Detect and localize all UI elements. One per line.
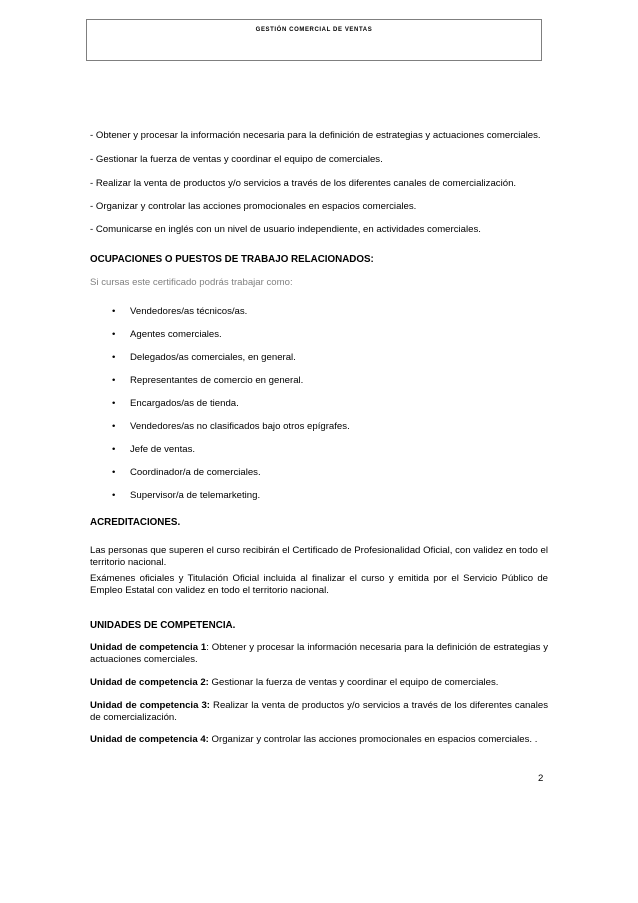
- bullet-icon: •: [112, 467, 116, 478]
- list-item: Supervisor/a de telemarketing.: [130, 490, 261, 501]
- page-header: [86, 19, 542, 61]
- bullet-icon: •: [112, 490, 116, 501]
- unit-label: Unidad de competencia 3:: [90, 700, 210, 711]
- list-item: Coordinador/a de comerciales.: [130, 467, 261, 478]
- objective-line: - Gestionar la fuerza de ventas y coordinar el equipo de comerciales.: [90, 154, 383, 165]
- bullet-icon: •: [112, 306, 116, 317]
- header-title: GESTIÓN COMERCIAL DE VENTAS: [255, 27, 373, 33]
- unit-text: Realizar la venta de productos y/o servicios a través de los diferentes canales de comercialización.: [90, 700, 548, 723]
- competency-unit: [90, 677, 548, 689]
- bullet-icon: •: [112, 329, 116, 340]
- list-item: Vendedores/as técnicos/as.: [130, 306, 248, 317]
- competencies-heading: UNIDADES DE COMPETENCIA.: [90, 620, 236, 631]
- bullet-icon: •: [112, 352, 116, 363]
- objective-line: - Realizar la venta de productos y/o servicios a través de los diferentes canales de comercialización.: [90, 178, 517, 189]
- list-item: Representantes de comercio en general.: [130, 375, 304, 386]
- list-item: Agentes comerciales.: [130, 329, 222, 340]
- competency-unit: [90, 642, 548, 666]
- occupations-heading: OCUPACIONES O PUESTOS DE TRABAJO RELACIONADOS:: [90, 254, 374, 265]
- bullet-icon: •: [112, 375, 116, 386]
- unit-text: Gestionar la fuerza de ventas y coordinar el equipo de comerciales.: [208, 677, 499, 688]
- bullet-icon: •: [112, 421, 116, 432]
- list-item: Vendedores/as no clasificados bajo otros epígrafes.: [130, 421, 350, 432]
- accreditations-paragraph: Exámenes oficiales y Titulación Oficial incluida al finalizar el curso y emitida por el Servicio Público de Empleo Estatal con validez en todo el territorio nacional.: [90, 573, 548, 596]
- occupations-intro: Si cursas este certificado podrás trabajar como:: [90, 277, 293, 288]
- unit-label: Unidad de competencia 4:: [90, 734, 209, 745]
- unit-label: Unidad de competencia 1: [90, 642, 207, 653]
- page-number: 2: [538, 773, 544, 784]
- competency-unit: [90, 700, 548, 724]
- unit-text: Obtener y procesar la información necesaria para la definición de estrategias y actuaciones comerciales.: [90, 642, 549, 665]
- objective-line: - Comunicarse en inglés con un nivel de usuario independiente, en actividades comerciales.: [90, 224, 481, 235]
- list-item: Encargados/as de tienda.: [130, 398, 239, 409]
- bullet-icon: •: [112, 398, 116, 409]
- accreditations-heading: ACREDITACIONES.: [90, 517, 181, 528]
- accreditations-paragraph: Las personas que superen el curso recibirán el Certificado de Profesionalidad Oficial, con validez en todo el territorio nacional.: [90, 545, 548, 568]
- list-item: Jefe de ventas.: [130, 444, 196, 455]
- objective-line: - Organizar y controlar las acciones promocionales en espacios comerciales.: [90, 201, 417, 212]
- objective-line: - Obtener y procesar la información necesaria para la definición de estrategias y actuaciones comerciales.: [90, 130, 541, 141]
- competency-unit: [90, 734, 548, 746]
- unit-separator: :: [206, 642, 209, 653]
- list-item: Delegados/as comerciales, en general.: [130, 352, 296, 363]
- unit-label: Unidad de competencia 2:: [90, 677, 209, 688]
- bullet-icon: •: [112, 444, 116, 455]
- unit-text: Organizar y controlar las acciones promocionales en espacios comerciales. .: [208, 734, 538, 745]
